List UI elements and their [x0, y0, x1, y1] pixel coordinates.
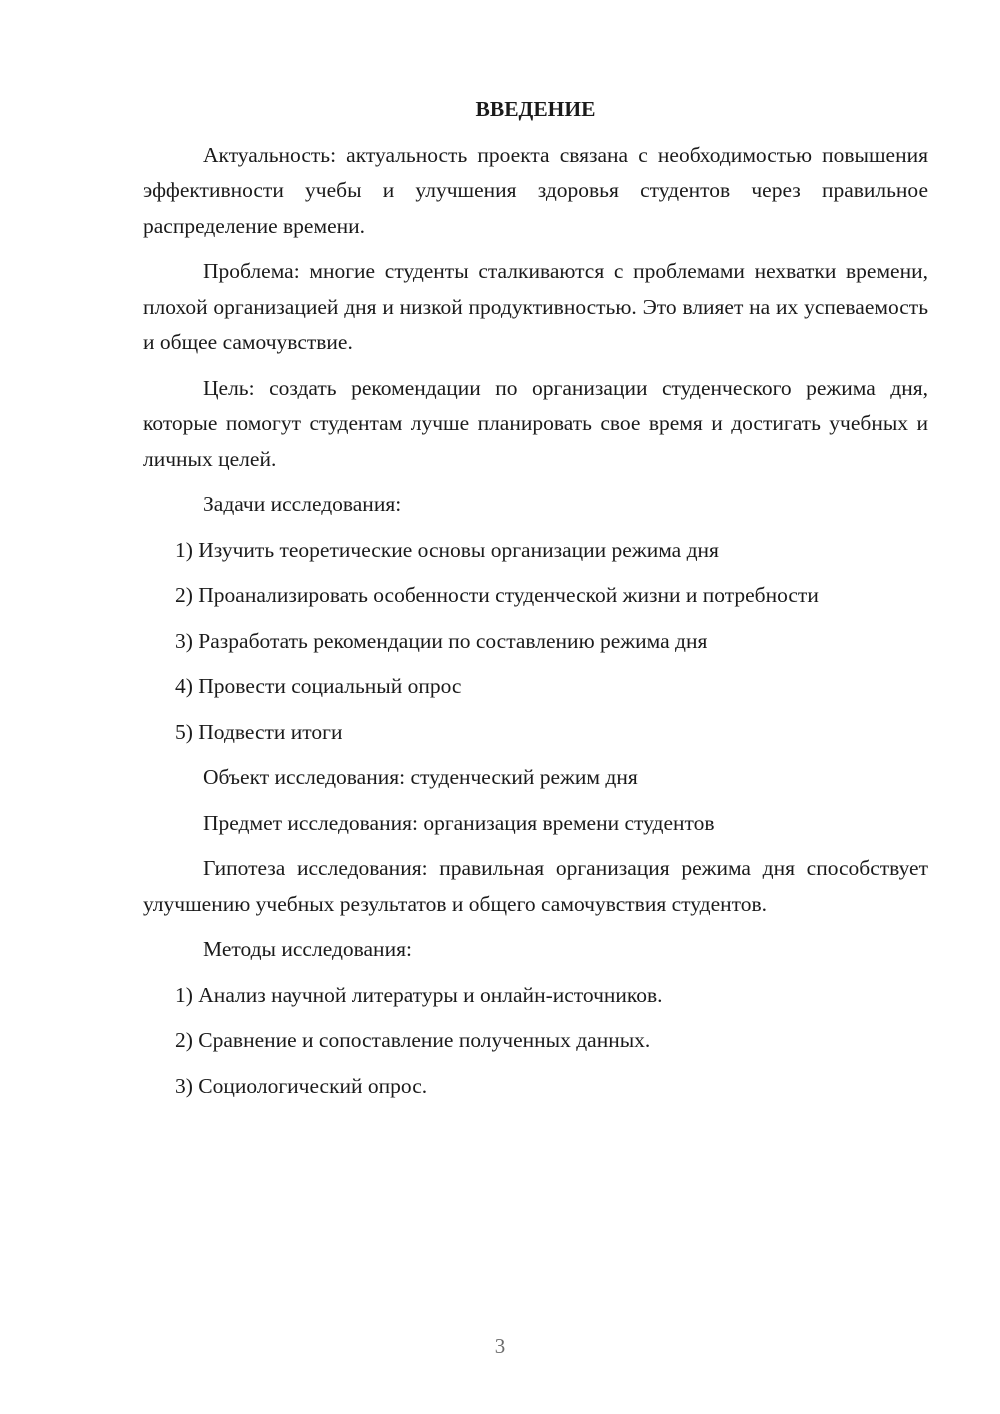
page-content: [143, 92, 928, 1114]
task-item: 1) Изучить теоретические основы организации режима дня: [175, 537, 719, 562]
method-item: 2) Сравнение и сопоставление полученных данных.: [175, 1028, 651, 1052]
hypothesis-paragraph: Гипотеза исследования: правильная организация режима дня способствует улучшению учебных результатов и общего самочувствия студентов.: [143, 856, 928, 916]
subject-line: Предмет исследования: организация времени студентов: [203, 810, 715, 835]
tasks-heading: Задачи исследования:: [203, 492, 402, 516]
method-item: 1) Анализ научной литературы и онлайн-источников.: [175, 982, 663, 1007]
problem-paragraph: Проблема: многие студенты сталкиваются с проблемами нехватки времени, плохой организацией дня и низкой продуктивностью. Это влияет на их успеваемость и общее самочувствие.: [143, 259, 928, 354]
page-title: ВВЕДЕНИЕ: [475, 97, 596, 121]
object-line: Объект исследования: студенческий режим дня: [203, 765, 638, 789]
goal-paragraph: Цель: создать рекомендации по организации студенческого режима дня, которые помогут студентам лучше планировать свое время и достигать учебных и личных целей.: [143, 375, 928, 471]
method-item: 3) Социологический опрос.: [175, 1073, 428, 1098]
task-item: 4) Провести социальный опрос: [175, 674, 462, 698]
task-item: 3) Разработать рекомендации по составлению режима дня: [175, 628, 708, 653]
methods-heading: Методы исследования:: [203, 937, 412, 961]
page-number: 3: [494, 1334, 506, 1358]
relevance-paragraph: Актуальность: актуальность проекта связана с необходимостью повышения эффективности учебы и улучшения здоровья студентов через правильное распределение времени.: [143, 142, 928, 238]
task-item: 2) Проанализировать особенности студенческой жизни и потребности: [175, 583, 819, 607]
task-item: 5) Подвести итоги: [175, 719, 343, 744]
